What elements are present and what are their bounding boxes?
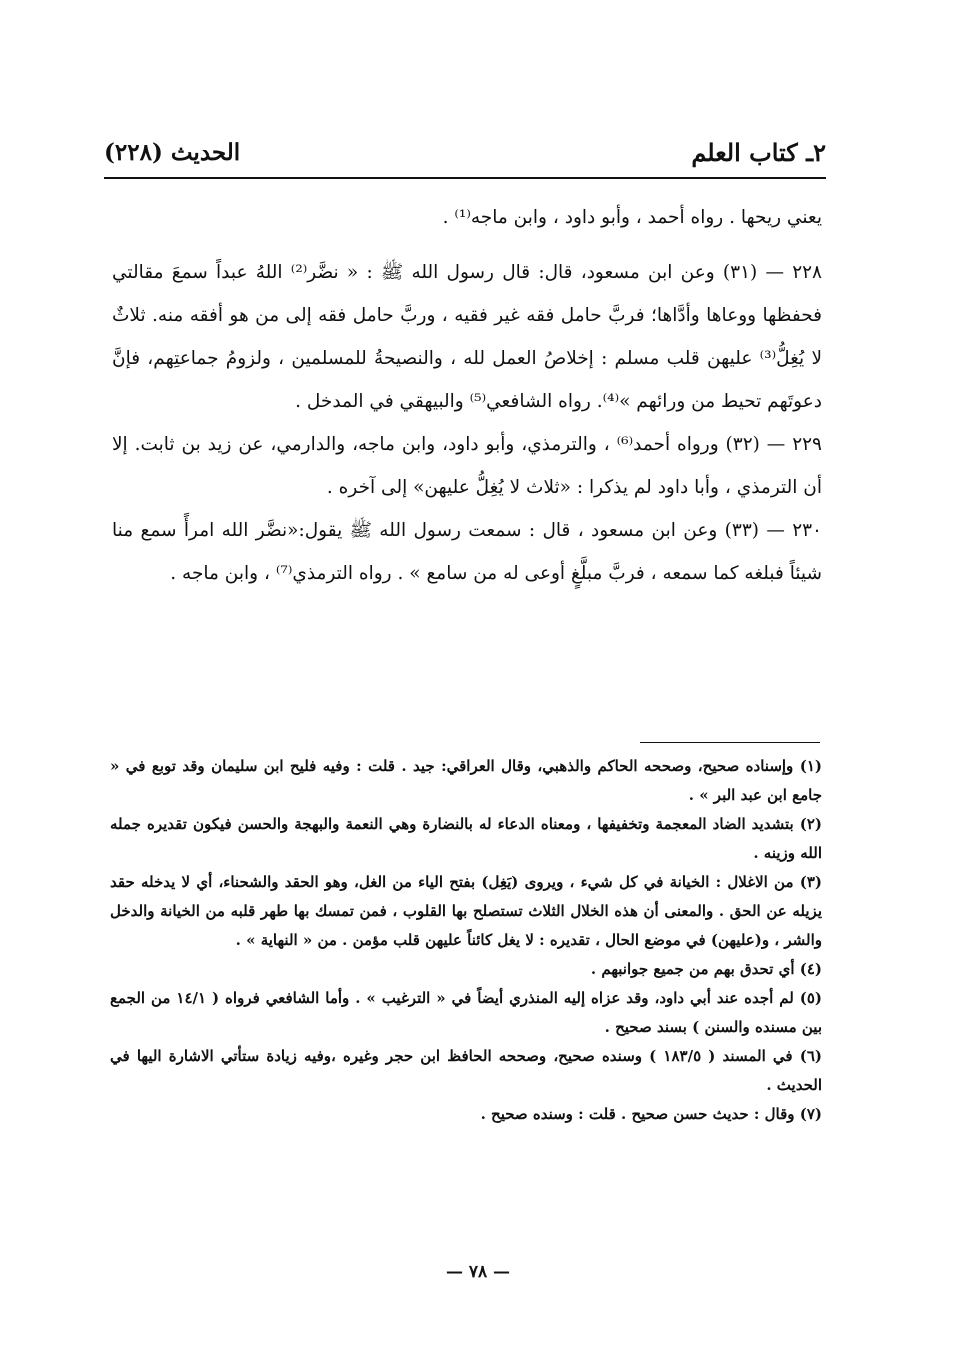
footnote-5: (٥) لم أجده عند أبي داود، وقد عزاه إليه المنذري أيضاً في « الترغيب » . وأما الشافعي فرواه ( ١٤/١ من الجمع بين مسنده والسنن ) بسند صحيح . <box>110 989 822 1036</box>
footnote-1: (١) وإسناده صحيح، وصححه الحاكم والذهبي، وقال العراقي: جيد . قلت : وفيه فليح ابن سليمان وقد توبع في « جامع ابن عبد البر » . <box>110 757 822 804</box>
footnote-3: (٣) من الاغلال : الخيانة في كل شيء ، ويروى (يَغِل) بفتح الياء من الغل، وهو الحقد والشحناء، أي لا يدخله حقد يزيله عن الحق . والمعنى أن هذه الخلال الثلاث تستصلح بها القلوب ، فمن تمسك بها طهر قلبه من الخيانة والدخل والشر ، و(عليهن) في موضع الحال ، تقديره : لا يغل كائناً عليهن قلب مؤمن . من « النهاية » . <box>110 873 822 949</box>
hadith-228: ٢٢٨ — (٣١) وعن ابن مسعود، قال: قال رسول الله ﷺ : « نضَّر⁽²⁾ اللهُ عبداً سمعَ مقالتي فحفظها ووعاها وأدَّاها؛ فربَّ حامل فقه غير فقيه ، وربَّ حامل فقه إلى من هو أفقه منه. ثلاثٌ لا يُغِلُّ⁽³⁾ عليهن قلب مسلم : إخلاصُ العمل لله ، والنصيحةُ للمسلمين ، ولزومُ جماعتِهم، فإنَّ دعوتَهم تحيط من ورائهم »⁽⁴⁾. رواه الشافعي⁽⁵⁾ والبيهقي في المدخل . <box>112 262 822 412</box>
footnotes <box>110 752 822 1129</box>
header-rule <box>104 177 826 179</box>
hadith-229: ٢٢٩ — (٣٢) ورواه أحمد⁽⁶⁾ ، والترمذي، وأبو داود، وابن ماجه، والدارمي، عن زيد بن ثابت. إلا أن الترمذي ، وأبا داود لم يذكرا : «ثلاث لا يُغِلُّ عليهن» إلى آخره . <box>112 434 822 498</box>
footnote-4: (٤) أي تحدق بهم من جميع جوانبهم . <box>590 960 822 978</box>
page-number: — ٧٨ — <box>445 1262 511 1282</box>
footnote-6: (٦) في المسند ( ١٨٣/٥ ) وسنده صحيح، وصححه الحافظ ابن حجر وغيره ،وفيه زيادة ستأتي الاشارة اليها في الحديث . <box>110 1047 822 1094</box>
hadith-230: ٢٣٠ — (٣٣) وعن ابن مسعود ، قال : سمعت رسول الله ﷺ يقول:«نضَّر الله امرأً سمع منا شيئاً فبلغه كما سمعه ، فربَّ مبلَّغٍ أوعى له من سامع » . رواه الترمذي⁽⁷⁾ ، وابن ماجه . <box>112 520 822 584</box>
hadith-range: الحديث (٢٢٨) <box>104 138 241 166</box>
main-text <box>112 196 822 595</box>
page-header <box>104 128 826 176</box>
footnote-7: (٧) وقال : حديث حسن صحيح . قلت : وسنده صحيح . <box>480 1105 822 1123</box>
footnote-2: (٢) بتشديد الضاد المعجمة وتخفيفها ، ومعناه الدعاء له بالنضارة وهي النعمة والبهجة والحسن فيكون تقديره جمله الله وزينه . <box>110 815 822 862</box>
chapter-title: ٢ـ كتاب العلم <box>691 137 826 167</box>
continuation-paragraph: يعني ريحها . رواه أحمد ، وأبو داود ، وابن ماجه⁽¹⁾ . <box>442 207 822 228</box>
footnote-rule <box>640 742 820 743</box>
